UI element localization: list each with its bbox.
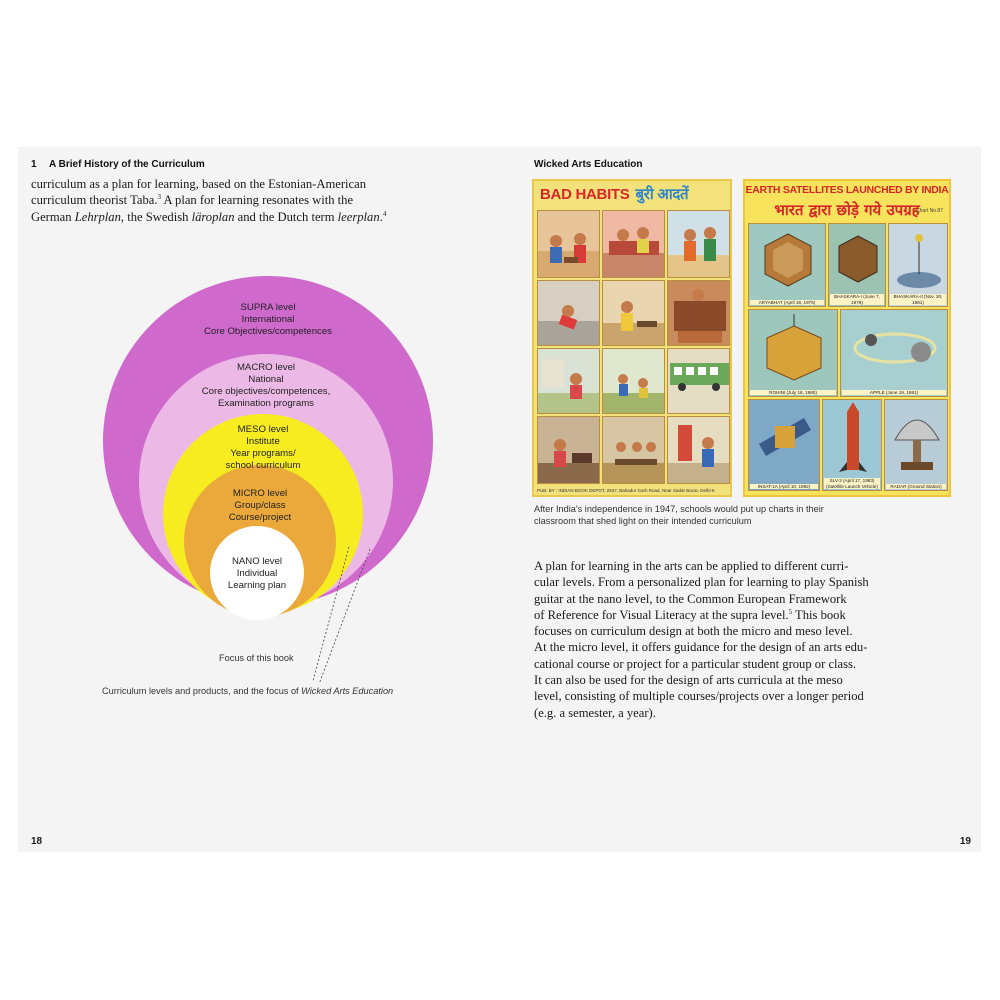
paragraph-text: This book: [792, 607, 846, 622]
satellite-panel: [884, 399, 948, 491]
aryabhat-satellite-icon: [749, 224, 826, 307]
illustration-icon: [603, 211, 665, 278]
nano-level-line: Learning plan: [227, 580, 287, 591]
poster-title-hindi: भारत द्वारा छोड़े गये उपग्रह: [774, 201, 920, 219]
book-spread: [18, 147, 981, 852]
curriculum-levels-diagram: [103, 242, 453, 682]
illustration-panel: [602, 348, 665, 414]
intro-italic: leerplan: [337, 209, 380, 224]
paragraph-line: level, consisting of multiple courses/projects over a longer period: [534, 689, 864, 704]
macro-level-line: National: [248, 374, 284, 385]
supra-level-line: International: [241, 314, 295, 325]
paragraph-line: cular levels. From a personalized plan for learning to play Spanish: [534, 575, 869, 590]
illustration-icon: [603, 349, 665, 414]
illustration-panel: [602, 416, 665, 484]
intro-text: and the Dutch term: [234, 209, 338, 224]
illustration-icon: [538, 349, 600, 414]
nano-level-line: Individual: [236, 568, 278, 579]
satellite-label: INSAT-1A (April 10, 1982): [750, 484, 818, 490]
intro-text: .: [379, 209, 383, 224]
illustration-panel: [537, 280, 600, 346]
chart-number: Chart No.87: [916, 208, 943, 214]
satellite-panel: [888, 223, 948, 307]
satellite-panel: [822, 399, 882, 491]
apple-satellite-icon: [841, 310, 948, 397]
insat-satellite-icon: [749, 400, 820, 491]
intro-line-3: [31, 209, 441, 225]
bad-habits-poster: [532, 179, 732, 497]
illustration-panel: [667, 280, 730, 346]
intro-text: A plan for learning resonates with the: [161, 193, 354, 208]
paragraph-line: [534, 607, 964, 623]
macro-level-line: Core objectives/competences,: [201, 386, 331, 397]
illustration-icon: [603, 417, 665, 484]
micro-level-label: MICRO level: [232, 488, 288, 499]
page-number-left: 18: [31, 836, 43, 847]
supra-level-line: Core Objectives/competences: [204, 326, 332, 337]
paragraph-text: of Reference for Visual Literacy at the supra level.: [534, 607, 789, 622]
caption-line: classroom that shed light on their intended curriculum: [534, 516, 752, 526]
poster-title: [534, 181, 730, 209]
intro-text: , the Swedish: [120, 209, 192, 224]
satellite-label: ARYABHAT (April 19, 1975): [750, 300, 824, 306]
paragraph-line: At the micro level, it offers guidance for the design of an arts edu-: [534, 640, 868, 655]
running-header: Wicked Arts Education: [534, 159, 643, 170]
nano-level-label: NANO level: [231, 556, 283, 567]
illustration-icon: [668, 349, 730, 414]
caption-text: Curriculum levels and products, and the focus of: [102, 686, 302, 696]
satellite-panel: [748, 223, 826, 307]
focus-label: Focus of this book: [219, 653, 294, 663]
macro-level-line: Examination programs: [218, 398, 314, 409]
illustration-icon: [538, 211, 600, 278]
illustration-panel: [602, 210, 665, 278]
meso-level-line: Year programs/: [230, 448, 296, 459]
illustration-panel: [537, 210, 600, 278]
radar-dish-icon: [885, 400, 948, 491]
illustration-panel: [602, 280, 665, 346]
intro-line-2: [31, 192, 441, 208]
poster-title-english: BAD HABITS: [540, 186, 630, 203]
paragraph-line: cational course or project for a particular student group or class.: [534, 656, 857, 671]
poster-publisher: PUB. BY : INDIAN BOOK DEPOT, 2937, Bahadur Garh Road, Near Sadar Bazar, Delhi-6: [534, 486, 730, 495]
satellite-label: ROHINI (July 18, 1980): [750, 390, 836, 396]
satellite-label: BHASKARA-I (June 7, 1979): [830, 294, 884, 305]
illustration-panel: [667, 416, 730, 484]
illustration-panel: [537, 416, 600, 484]
micro-level-line: Course/project: [228, 512, 292, 523]
diagram-caption: [102, 685, 462, 697]
satellite-label: RADAR (Ground Station): [886, 484, 946, 490]
intro-italic: Lehrplan: [74, 209, 121, 224]
illustration-icon: [538, 281, 600, 346]
satellite-label: BHASKARA-II (Nov. 20, 1981): [890, 294, 946, 305]
micro-level-line: Group/class: [234, 500, 286, 511]
meso-level-line: Institute: [246, 436, 280, 447]
page-number-right: 19: [959, 836, 971, 847]
caption-line: After India's independence in 1947, schools would put up charts in their: [534, 504, 824, 514]
posters-caption: [534, 503, 864, 527]
meso-level-label: MESO level: [237, 424, 289, 435]
arts-paragraph: [534, 558, 964, 721]
chapter-number: 1: [31, 159, 37, 170]
intro-line-1: curriculum as a plan for learning, based on the Estonian-American: [31, 177, 367, 191]
macro-level-label: MACRO level: [236, 362, 296, 373]
paragraph-line: focuses on curriculum design at both the micro and meso level.: [534, 624, 853, 639]
poster-title-hindi: बुरी आदतें: [635, 186, 689, 203]
paragraph-line: A plan for learning in the arts can be applied to different curri-: [534, 559, 849, 573]
chapter-header: [31, 159, 205, 170]
footnote-ref: 3: [157, 193, 162, 202]
satellites-poster: [743, 179, 951, 497]
illustration-panel: [667, 348, 730, 414]
footnote-ref: 4: [382, 209, 387, 218]
illustration-icon: [603, 281, 665, 346]
paragraph-line: It can also be used for the design of arts curricula at the meso: [534, 673, 843, 688]
satellite-label: SLV-3 (April 17, 1983) (Satellite Launch Vehicle): [824, 478, 880, 489]
illustration-icon: [668, 281, 730, 346]
satellite-panel: [840, 309, 948, 397]
intro-paragraph: [31, 176, 441, 225]
illustration-icon: [538, 417, 600, 484]
meso-level-line: school curriculum: [225, 460, 301, 471]
illustration-panel: [537, 348, 600, 414]
satellite-panel: [748, 399, 820, 491]
satellite-panel: [828, 223, 886, 307]
intro-text: German: [31, 209, 75, 224]
paragraph-line: (e.g. a semester, a year).: [534, 705, 656, 720]
footnote-ref: 5: [788, 607, 793, 616]
illustration-icon: [668, 417, 730, 484]
paragraph-line: guitar at the nano level, to the Common European Framework: [534, 591, 847, 606]
intro-italic: läroplan: [191, 209, 235, 224]
supra-level-label: SUPRA level: [240, 302, 296, 313]
illustration-panel: [667, 210, 730, 278]
illustration-icon: [668, 211, 730, 278]
satellite-label: APPLE (June 19, 1981): [842, 390, 946, 396]
chapter-title: A Brief History of the Curriculum: [48, 159, 205, 170]
intro-text: curriculum theorist Taba.: [31, 193, 158, 208]
caption-italic: Wicked Arts Education: [301, 686, 394, 696]
satellite-panel: [748, 309, 838, 397]
rohini-satellite-icon: [749, 310, 838, 397]
poster-title-english: EARTH SATELLITES LAUNCHED BY INDIA: [745, 184, 949, 196]
